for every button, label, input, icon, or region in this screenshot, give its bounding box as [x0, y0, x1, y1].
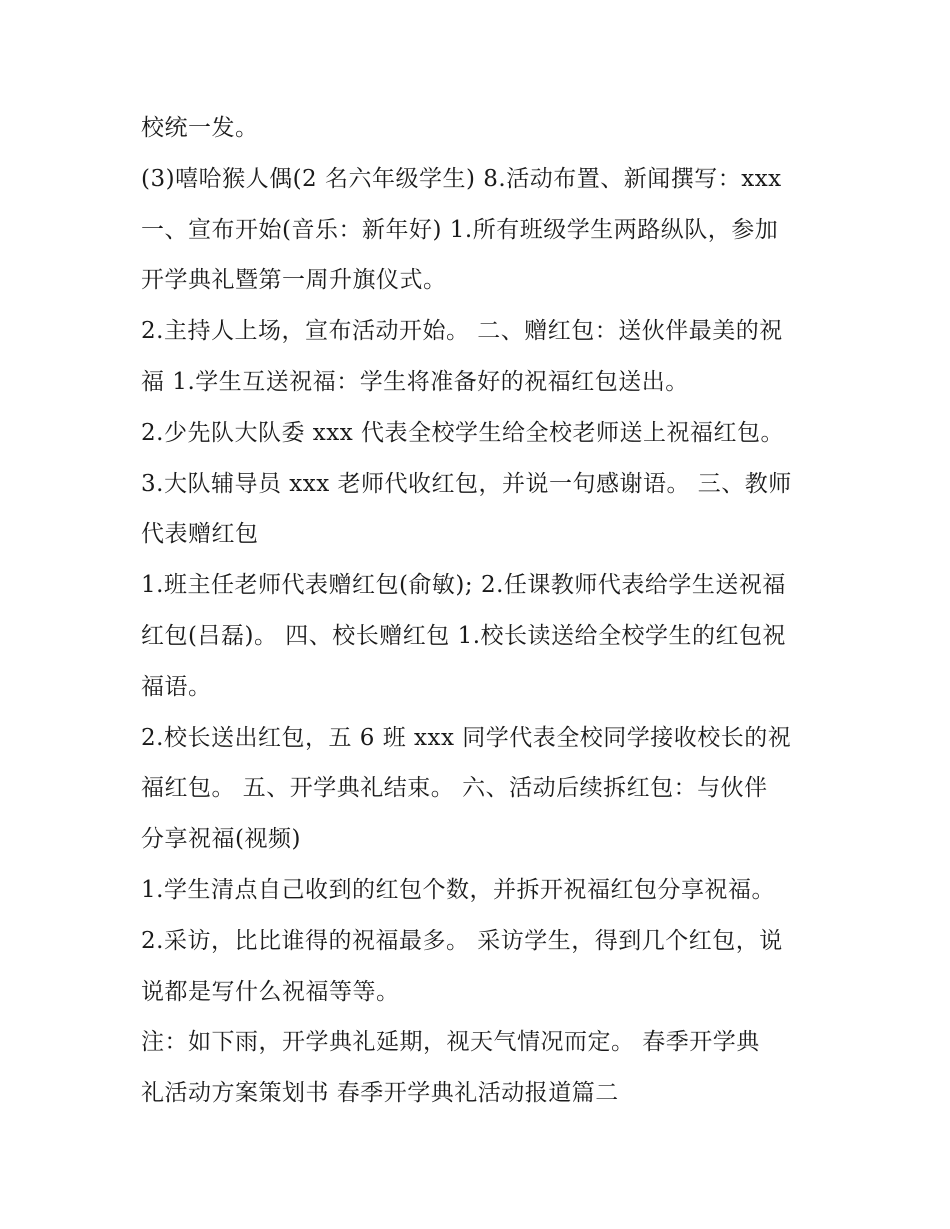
text-line: (3)嘻哈猴人偶(2 名六年级学生) 8.活动布置、新闻撰写：xxx: [141, 165, 782, 192]
text-line: 2.主持人上场，宣布活动开始。 二、赠红包：送伙伴最美的祝: [141, 318, 783, 345]
text-line: 代表赠红包: [141, 521, 259, 548]
text-line: 校统一发。: [141, 115, 259, 141]
text-line: 1.班主任老师代表赠红包(俞敏); 2.任课教师代表给学生送祝福: [141, 572, 786, 599]
text-line: 红包(吕磊)。 四、校长赠红包 1.校长读送给全校学生的红包祝: [141, 622, 787, 649]
text-line: 说都是写什么祝福等等。: [141, 978, 400, 1005]
text-line: 3.大队辅导员 xxx 老师代收红包，并说一句感谢语。 三、教师: [141, 470, 792, 497]
text-line: 福 1.学生互送祝福：学生将准备好的祝福红包送出。: [141, 368, 689, 395]
text-line: 2.校长送出红包，五 6 班 xxx 同学代表全校同学接收校长的祝: [141, 724, 792, 751]
document-body: [141, 103, 821, 1119]
text-line: 注：如下雨，开学典礼延期，视天气情况而定。 春季开学典: [141, 1029, 760, 1056]
text-line: 分享祝福(视频): [141, 826, 301, 853]
text-line: 福语。: [141, 673, 212, 700]
text-line: 2.采访，比比谁得的祝福最多。 采访学生，得到几个红包，说: [141, 927, 783, 954]
text-line: 福红包。 五、开学典礼结束。 六、活动后续拆红包：与伙伴: [141, 775, 768, 802]
text-line: 2.少先队大队委 xxx 代表全校学生给全校老师送上祝福红包。: [141, 419, 784, 446]
text-line: 开学典礼暨第一周升旗仪式。: [141, 267, 447, 294]
text-line: 一、宣布开始(音乐：新年好) 1.所有班级学生两路纵队，参加: [141, 216, 779, 243]
text-line: 礼活动方案策划书 春季开学典礼活动报道篇二: [141, 1080, 619, 1107]
text-line: 1.学生清点自己收到的红包个数，并拆开祝福红包分享祝福。: [141, 876, 775, 903]
